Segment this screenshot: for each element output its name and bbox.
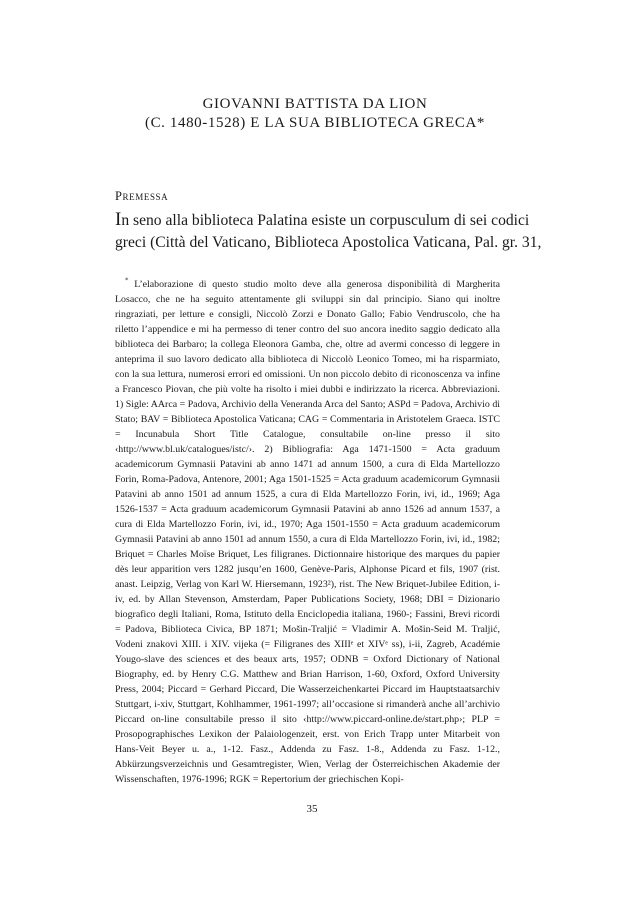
footnote-mark: *: [125, 276, 129, 285]
intro-line-1: [115, 209, 530, 232]
intro-line-2: greci (Città del Vaticano, Biblioteca Apostolica Vaticana, Pal. gr. 31,: [115, 234, 542, 251]
title-line-2: (C. 1480-1528) E LA SUA BIBLIOTECA GRECA*: [144, 115, 486, 131]
initial-capital: I: [115, 209, 122, 230]
intro-paragraph: [115, 209, 542, 254]
footnote: [115, 277, 500, 787]
footnote-text: L’elaborazione di questo studio molto deve alla generosa disponibilità di Margherita Losacco, che ne ha seguito attentamente gli sviluppi sin dal principio. Siano qui inoltre ringraziati, per letture e consigli, Niccolò Zorzi e Donato Gallo; Fabio Vendruscolo, che ha riletto l’appendice e mi ha permesso di tener contro del suo ancora inedito saggio dedicato alla biblioteca dei Barbaro; la collega Eleonora Gamba, che, oltre ad avermi concesso di leggere in anteprima il suo lavoro dedicato alla biblioteca di Niccolò Leonico Tomeo, mi ha risparmiato, con la sua lettura, numerosi errori ed omissioni. Un non piccolo debito di riconoscenza va infine a Francesco Piovan, che più volte ha risolto i miei dubbi e indirizzato la ricerca. Abbreviazioni. 1) Sigle: AArca = Padova, Archivio della Veneranda Arca del Santo; ASPd = Padova, Archivio di Stato; BAV = Biblioteca Apostolica Vaticana; CAG = Commentaria in Aristotelem Graeca. ISTC = Incunabula Short Title Catalogue, consultabile on-line presso il sito ‹http://www.bl.uk/catalogues/istc/›. 2) Bibliografia: Aga 1471-1500 = Acta graduum academicorum Gymnasii Patavini ab anno 1471 ad annum 1500, a cura di Elda Martellozzo Forin, Roma-Padova, Antenore, 2001; Aga 1501-1525 = Acta graduum academicorum Gymnasii Patavini ab anno 1501 ad annum 1525, a cura di Elda Martellozzo Forin, ivi, id., 1969; Aga 1526-1537 = Acta graduum academicorum Gymnasii Patavini ab anno 1526 ad annum 1537, a cura di Elda Martellozzo Forin, ivi, id., 1970; Aga 1501-1550 = Acta graduum academicorum Gymnasii Patavini ab anno 1501 ad annum 1550, a cura di Elda Martellozzo Forin, ivi, id., 1982; Briquet = Charles Moïse Briquet, Les filigranes. Dictionnaire historique des marques du papier dès leur apparition vers 1282 jusqu’en 1600, Genève-Paris, Alphonse Picard et fils, 1907 (rist. anast. Leipzig, Verlag von Karl W. Hiersemann, 1923²), rist. The New Briquet-Jubilee Edition, i-iv, ed. by Allan Stevenson, Amsterdam, Paper Publications Society, 1968; DBI = Dizionario biografico degli Italiani, Roma, Istituto della Enciclopedia italiana, 1960-; Fassini, Brevi ricordi = Padova, Biblioteca Civica, BP 1871; Mošin-Traljić = Vladimir A. Mošin-Seid M. Traljić, Vodeni znakovi XIII. i XIV. vijeka (= Filigranes des XIIIᵉ et XIVᵉ ss), i-ii, Zagreb, Académie Yougo-slave des sciences et des beaux arts, 1957; ODNB = Oxford Dictionary of National Biography, ed. by Henry C.G. Matthew and Brian Harrison, 1-60, Oxford, Oxford University Press, 2004; Piccard = Gerhard Piccard, Die Wasserzeichenkartei Piccard im Hauptstaatsarchiv Stuttgart, i-xiv, Stuttgart, Kohlhammer, 1961-1997; all’occasione si rimanderà anche all’archivio Piccard on-line consultabile presso il sito ‹http://www.piccard-online.de/start.php›; PLP = Prosopographisches Lexikon der Palaiologenzeit, erst. von Erich Trapp unter Mitarbeit von Hans-Veit Beyer u. a., 1-12. Fasz., Addenda zu Fasz. 1-8., Addenda zu Fasz. 1-12., Abkürzungsverzeichnis und Gesamtregister, Wien, Verlag der Österreichischen Akademie der Wissenschaften, 1976-1996; RGK = Repertorium der griechischen Kopi-: [115, 279, 500, 785]
page-number: 35: [306, 803, 318, 815]
intro-line-1-text: n seno alla biblioteca Palatina esiste un corpusculum di sei codici: [121, 212, 530, 229]
article-title: [115, 95, 515, 133]
section-heading: Premessa: [115, 189, 169, 203]
title-line-1: GIOVANNI BATTISTA DA LION: [202, 96, 428, 112]
